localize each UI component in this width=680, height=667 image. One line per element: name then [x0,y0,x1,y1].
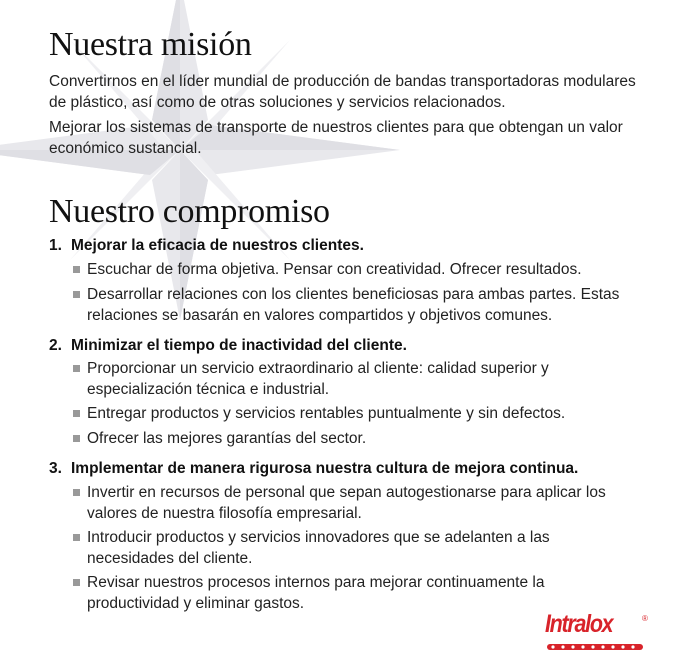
mission-paragraph: Convertirnos en el líder mundial de producción de bandas transportadoras modulares de plástico, así como de otras soluciones y servicios relacionados. [49,73,636,111]
list-item [73,428,633,449]
bullet-text: Ofrecer las mejores garantías del sector. [87,430,367,447]
bullet-square-icon [73,579,80,586]
point-number: 3. [49,460,62,477]
commitment-point-title [49,336,407,356]
point-title-text: Implementar de manera rigurosa nuestra cultura de mejora continua. [71,460,579,477]
conveyor-belt-icon [547,641,643,653]
list-item [73,572,633,614]
logo-wordmark: Intralox [545,610,613,638]
list-item [73,284,633,326]
point-number: 1. [49,237,62,254]
bullet-square-icon [73,291,80,298]
mission-heading: Nuestra misión [49,26,252,63]
commitment-heading: Nuestro compromiso [49,193,330,230]
mission-paragraph: Mejorar los sistemas de transporte de nuestros clientes para que obtengan un valor económico sustancial. [49,119,623,157]
point-title-text: Minimizar el tiempo de inactividad del cliente. [71,337,407,354]
bullet-square-icon [73,489,80,496]
bullet-text: Proporcionar un servicio extraordinario al cliente: calidad superior y especialización técnica e industrial. [87,360,549,398]
bullet-square-icon [73,410,80,417]
commitment-point-title [49,459,578,479]
list-item [73,259,633,280]
registered-mark: ® [642,614,648,623]
bullet-square-icon [73,435,80,442]
bullet-text: Invertir en recursos de personal que sepan autogestionarse para aplicar los valores de nuestra filosofía empresarial. [87,484,606,522]
point-number: 2. [49,337,62,354]
list-item [73,403,633,424]
bullet-square-icon [73,266,80,273]
bullet-text: Escuchar de forma objetiva. Pensar con creatividad. Ofrecer resultados. [87,261,582,278]
bullet-text: Revisar nuestros procesos internos para mejorar continuamente la productividad y eliminar gastos. [87,574,545,612]
intralox-logo [545,610,649,656]
list-item [73,482,633,524]
point-title-text: Mejorar la eficacia de nuestros clientes. [71,237,364,254]
bullet-text: Introducir productos y servicios innovadores que se adelanten a las necesidades del cliente. [87,529,550,567]
bullet-square-icon [73,534,80,541]
bullet-text: Desarrollar relaciones con los clientes beneficiosas para ambas partes. Estas relaciones se basarán en valores compartidos y objetivos comunes. [87,286,620,324]
list-item [73,527,633,569]
list-item [73,358,633,400]
bullet-square-icon [73,365,80,372]
commitment-point-title [49,236,364,256]
bullet-text: Entregar productos y servicios rentables puntualmente y sin defectos. [87,405,566,422]
